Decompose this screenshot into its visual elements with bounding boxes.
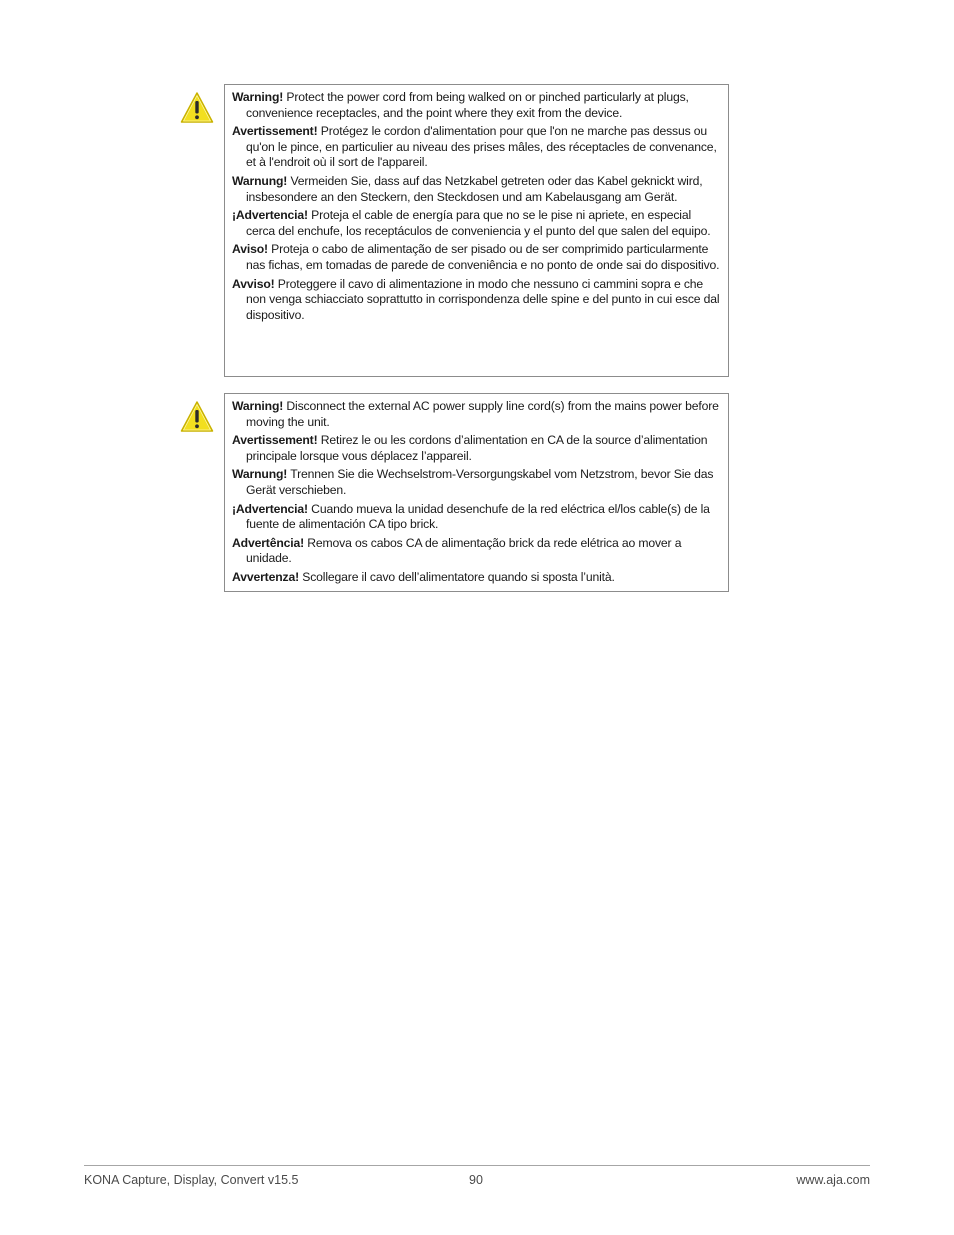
warning-entry-it [232,277,721,324]
warning-label: Warnung! [232,173,288,188]
warning-text: Disconnect the external AC power supply line cord(s) from the mains power before moving the unit. [246,399,719,429]
warning-label: Avviso! [232,276,275,291]
warning-label: Avvertenza! [232,569,299,584]
warning-label: Warnung! [232,467,288,482]
warning-label: Warning! [232,399,284,413]
warning-entry-de [232,174,721,205]
warning-entry-es [232,208,721,239]
warning-entry-en [232,90,721,121]
warning-entry-de [232,467,721,498]
warning-text: Scollegare il cavo dell’alimentatore quando si sposta l’unità. [299,569,615,584]
warning-text: Trennen Sie die Wechselstrom-Versorgungskabel vom Netzstrom, bevor Sie das Gerät verschieben. [246,467,714,497]
warning-text: Protect the power cord from being walked on or pinched particularly at plugs, convenience receptacles, and the point where they exit from the device. [246,90,689,120]
warning-entry-it [232,570,721,586]
warning-text: Proteggere il cavo di alimentazione in modo che nessuno ci cammini sopra e che non venga schiacciato soprattutto in corrispondenza delle spine e del punto in cui esce dal dispositivo. [246,276,720,322]
warning-box-disconnect-power [224,393,729,592]
footer-page-number: 90 [469,1173,483,1187]
warning-label: Advertência! [232,535,305,550]
warning-entry-en [232,399,721,430]
warning-label: Warning! [232,90,284,104]
warning-text: Proteja el cable de energía para que no se le pise ni apriete, en especial cerca del enchufe, los receptáculos de conveniencia y el punto del que salen del equipo. [246,208,711,238]
warning-entry-fr [232,124,721,171]
warning-label: Aviso! [232,242,268,257]
warning-text: Protégez le cordon d'alimentation pour que l'on ne marche pas dessus ou qu'on le pince, en particulier au niveau des prises mâles, des réceptacles de convenance, et à l'endroit où il sort de l'appareil. [246,124,717,170]
warning-entry-es [232,502,721,533]
warning-label: Avertissement! [232,433,318,448]
warning-entry-pt [232,536,721,567]
warning-entry-pt [232,242,721,273]
warning-text: Vermeiden Sie, dass auf das Netzkabel getreten oder das Kabel geknickt wird, insbesondere an den Steckern, den Steckdosen und am Kabelausgang am Gerät. [246,173,703,204]
warning-label: ¡Advertencia! [232,208,308,223]
footer-website-link[interactable]: www.aja.com [796,1173,870,1187]
footer-document-title: KONA Capture, Display, Convert v15.5 [84,1173,299,1187]
warning-text: Remova os cabos CA de alimentação brick da rede elétrica ao mover a unidade. [246,535,682,566]
warning-triangle-icon [180,91,214,125]
footer-divider [84,1165,870,1166]
warning-label: Avertissement! [232,124,318,139]
warning-entry-fr [232,433,721,464]
warning-text: Retirez le ou les cordons d’alimentation en CA de la source d’alimentation principale lorsque vous déplacez l’appareil. [246,433,708,463]
warning-text: Cuando mueva la unidad desenchufe de la red eléctrica el/los cable(s) de la fuente de alimentación CA tipo brick. [246,501,710,532]
warning-box-power-cord [224,84,729,377]
warning-text: Proteja o cabo de alimentação de ser pisado ou de ser comprimido particularmente nas fichas, em tomadas de parede de conveniência e no ponto de onde sai do dispositivo. [246,242,720,272]
warning-label: ¡Advertencia! [232,501,308,516]
warning-triangle-icon [180,400,214,434]
